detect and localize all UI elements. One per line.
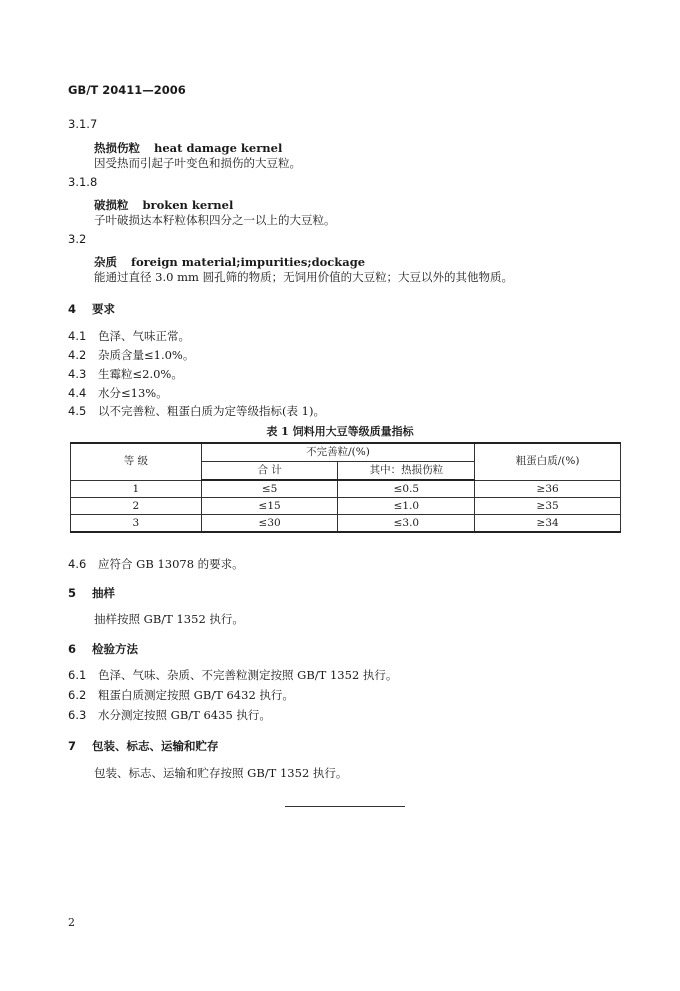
item-6-2 — [68, 687, 294, 703]
cell-heat: ≤0.5 — [338, 480, 475, 498]
item-text: 杂质含量≤1.0%。 — [98, 348, 195, 362]
item-number: 6.3 — [68, 708, 87, 722]
section-number: 6 — [68, 642, 77, 656]
clause-number-3-1-7: 3.1.7 — [68, 117, 98, 131]
cell-total: ≤15 — [201, 498, 338, 515]
section-5-heading — [68, 585, 115, 601]
cell-grade: 1 — [71, 480, 202, 498]
header-imperfect-kernel: 不完善粒/(%) — [201, 443, 475, 462]
definition-heat-damage-kernel: 因受热而引起子叶变色和损伤的大豆粒。 — [94, 156, 301, 170]
term-en: foreign material;impurities;dockage — [131, 255, 366, 269]
cell-protein: ≥36 — [475, 480, 621, 498]
item-6-3 — [68, 707, 271, 723]
item-text: 色泽、气味正常。 — [98, 329, 190, 343]
item-4-5 — [68, 403, 325, 419]
clause-number-3-1-8: 3.1.8 — [68, 175, 98, 189]
section-7-text: 包装、标志、运输和贮存按照 GB/T 1352 执行。 — [94, 766, 348, 780]
section-title: 包装、标志、运输和贮存 — [92, 739, 219, 753]
cell-total: ≤5 — [201, 480, 338, 498]
item-4-3 — [68, 366, 183, 382]
term-en: heat damage kernel — [154, 141, 283, 155]
section-7-heading — [68, 738, 219, 754]
section-number: 4 — [68, 302, 77, 316]
section-5-text: 抽样按照 GB/T 1352 执行。 — [94, 612, 244, 626]
section-number: 7 — [68, 739, 77, 753]
item-number: 4.4 — [68, 386, 87, 400]
cell-grade: 3 — [71, 515, 202, 533]
item-text: 以不完善粒、粗蛋白质为定等级指标(表 1)。 — [98, 404, 325, 418]
item-number: 4.1 — [68, 329, 87, 343]
item-text: 粗蛋白质测定按照 GB/T 6432 执行。 — [98, 688, 294, 702]
cell-heat: ≤1.0 — [338, 498, 475, 515]
header-crude-protein: 粗蛋白质/(%) — [475, 443, 621, 480]
table-row — [71, 498, 621, 515]
cell-protein: ≥35 — [475, 498, 621, 515]
end-rule — [285, 806, 405, 807]
table-row — [71, 480, 621, 498]
section-title: 检验方法 — [92, 642, 138, 656]
header-heat-damage: 其中：热损伤粒 — [338, 462, 475, 481]
item-text: 水分测定按照 GB/T 6435 执行。 — [98, 708, 271, 722]
term-cn: 破损粒 — [94, 198, 129, 212]
item-text: 应符合 GB 13078 的要求。 — [98, 557, 244, 571]
item-4-1 — [68, 328, 190, 344]
table-row — [71, 515, 621, 533]
item-number: 4.5 — [68, 404, 87, 418]
header-total: 合 计 — [201, 462, 338, 481]
section-4-heading — [68, 301, 115, 317]
cell-total: ≤30 — [201, 515, 338, 533]
section-title: 要求 — [92, 302, 115, 316]
item-text: 色泽、气味、杂质、不完善粒测定按照 GB/T 1352 执行。 — [98, 668, 398, 682]
term-en: broken kernel — [142, 198, 234, 212]
standard-code: GB/T 20411—2006 — [68, 83, 186, 97]
term-foreign-material — [94, 251, 365, 270]
definition-broken-kernel: 子叶破损达本籽粒体积四分之一以上的大豆粒。 — [94, 213, 336, 227]
term-heat-damage-kernel — [94, 137, 282, 156]
term-broken-kernel — [94, 194, 233, 213]
section-title: 抽样 — [92, 586, 115, 600]
item-6-1 — [68, 667, 397, 683]
header-grade: 等 级 — [71, 443, 202, 480]
item-text: 生霉粒≤2.0%。 — [98, 367, 183, 381]
item-number: 4.3 — [68, 367, 87, 381]
section-number: 5 — [68, 586, 77, 600]
cell-heat: ≤3.0 — [338, 515, 475, 533]
item-number: 4.2 — [68, 348, 87, 362]
term-cn: 热损伤粒 — [94, 141, 140, 155]
table-caption: 表 1 饲料用大豆等级质量指标 — [266, 425, 414, 438]
cell-grade: 2 — [71, 498, 202, 515]
item-4-4 — [68, 385, 168, 401]
clause-number-3-2: 3.2 — [68, 232, 87, 246]
item-text: 水分≤13%。 — [98, 386, 168, 400]
section-6-heading — [68, 641, 138, 657]
cell-protein: ≥34 — [475, 515, 621, 533]
item-4-6 — [68, 556, 244, 572]
term-cn: 杂质 — [94, 255, 117, 269]
definition-foreign-material: 能通过直径 3.0 mm 圆孔筛的物质；无饲用价值的大豆粒；大豆以外的其他物质。 — [94, 270, 514, 284]
item-number: 6.2 — [68, 688, 87, 702]
page-number: 2 — [68, 916, 75, 929]
item-number: 6.1 — [68, 668, 87, 682]
item-number: 4.6 — [68, 557, 87, 571]
item-4-2 — [68, 347, 194, 363]
grade-quality-table — [70, 442, 621, 533]
